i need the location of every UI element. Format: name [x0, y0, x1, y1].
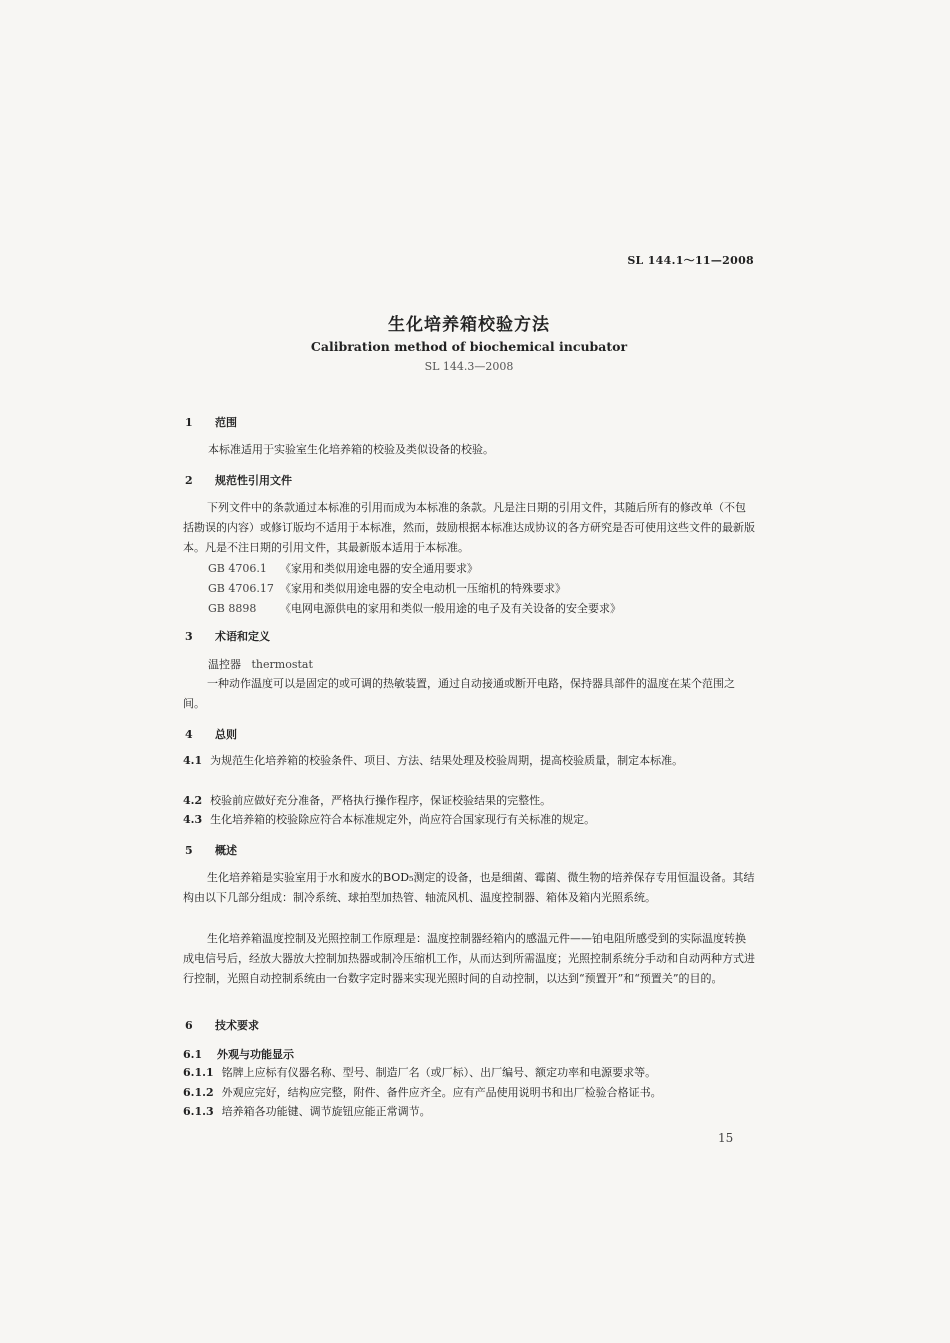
document-code: SL 144.3—2008	[424, 360, 514, 373]
clause-text: 校验前应做好充分准备，严格执行操作程序，保证校验结果的完整性。	[210, 794, 552, 807]
subsection-number: 6.1	[183, 1048, 203, 1061]
clause-number: 6.1.2	[183, 1086, 214, 1099]
section-5-heading	[185, 842, 237, 858]
term-english: thermostat	[251, 658, 313, 671]
clause-number: 4.2	[183, 794, 203, 807]
section-title: 概述	[215, 844, 237, 857]
section-number: 4	[185, 728, 193, 741]
reference-item	[208, 600, 621, 616]
clause-6-1-3	[183, 1102, 755, 1122]
section-number: 1	[185, 416, 193, 429]
term-name: 温控器	[208, 658, 241, 671]
section-title: 范围	[215, 416, 237, 429]
section-number: 3	[185, 630, 193, 643]
standard-code-header: SL 144.1～11—2008	[627, 254, 754, 267]
subsection-title: 外观与功能显示	[217, 1048, 294, 1061]
section-title: 总则	[215, 728, 237, 741]
clause-text: 为规范生化培养箱的校验条件、项目、方法、结果处理及校验周期，提高校验质量，制定本标准。	[210, 754, 684, 767]
clause-4-2	[183, 791, 755, 811]
document-title-english: Calibration method of biochemical incubator	[310, 339, 628, 354]
clause-text: 生化培养箱的校验除应符合本标准规定外，尚应符合国家现行有关标准的规定。	[210, 813, 596, 826]
section-title: 术语和定义	[215, 630, 270, 643]
clause-number: 6.1.1	[183, 1066, 214, 1079]
section-number: 6	[185, 1019, 193, 1032]
section-6-heading	[185, 1017, 259, 1033]
clause-6-1-1	[183, 1063, 755, 1083]
section-2-heading	[185, 472, 292, 488]
section-4-heading	[185, 726, 237, 742]
term-definition: 一种动作温度可以是固定的或可调的热敏装置，通过自动接通或断开电路，保持器具部件的温度在某个范围之间。	[183, 677, 735, 710]
reference-title: 《家用和类似用途电器的安全电动机一压缩机的特殊要求》	[280, 582, 566, 595]
section-number: 2	[185, 474, 193, 487]
clause-number: 6.1.3	[183, 1105, 214, 1118]
section-5-paragraph-1: 生化培养箱是实验室用于水和废水的BOD₅测定的设备，也是细菌、霉菌、微生物的培养保存专用恒温设备。其结构由以下几部分组成：制冷系统、球拍型加热管、轴流风机、温度控制器、箱体及箱内光照系统。	[183, 871, 755, 904]
section-2-text: 下列文件中的条款通过本标准的引用而成为本标准的条款。凡是注日期的引用文件，其随后所有的修改单（不包括勘误的内容）或修订版均不适用于本标准，然而，鼓励根据本标准达成协议的各方研究是否可使用这些文件的最新版本。凡是不注日期的引用文件，其最新版本适用于本标准。	[183, 501, 755, 554]
reference-item	[208, 580, 566, 596]
reference-code: GB 8898	[208, 602, 257, 615]
reference-title: 《家用和类似用途电器的安全通用要求》	[280, 562, 478, 575]
clause-4-3	[183, 810, 755, 830]
section-title: 技术要求	[215, 1019, 259, 1032]
subsection-6-1-heading	[183, 1046, 294, 1062]
reference-code: GB 4706.1	[208, 562, 267, 575]
section-1-heading	[185, 414, 237, 430]
section-1-text: 本标准适用于实验室生化培养箱的校验及类似设备的校验。	[208, 443, 494, 456]
clause-number: 4.1	[183, 754, 203, 767]
reference-code: GB 4706.17	[208, 582, 274, 595]
section-title: 规范性引用文件	[215, 474, 292, 487]
clause-text: 铭牌上应标有仪器名称、型号、制造厂名（或厂标）、出厂编号、额定功率和电源要求等。	[221, 1066, 657, 1079]
reference-item	[208, 560, 478, 576]
term-entry	[208, 656, 313, 672]
clause-text: 外观应完好，结构应完整，附件、备件应齐全。应有产品使用说明书和出厂检验合格证书。	[221, 1086, 662, 1099]
clause-number: 4.3	[183, 813, 203, 826]
page-number: 15	[718, 1131, 734, 1145]
section-3-heading	[185, 628, 270, 644]
clause-text: 培养箱各功能键、调节旋钮应能正常调节。	[221, 1105, 431, 1118]
section-5-paragraph-2: 生化培养箱温度控制及光照控制工作原理是：温度控制器经箱内的感温元件——铂电阻所感受到的实际温度转换成电信号后，经放大器放大控制加热器或制冷压缩机工作，从而达到所需温度；光照控制系统分手动和自动两种方式进行控制，光照自动控制系统由一台数字定时器来实现光照时间的自动控制，以达到“预置开”和“预置关”的目的。	[183, 932, 755, 985]
clause-6-1-2	[183, 1083, 755, 1103]
reference-title: 《电网电源供电的家用和类似一般用途的电子及有关设备的安全要求》	[280, 602, 621, 615]
document-title: 生化培养箱校验方法	[388, 315, 550, 335]
clause-4-1	[183, 751, 755, 771]
section-number: 5	[185, 844, 193, 857]
